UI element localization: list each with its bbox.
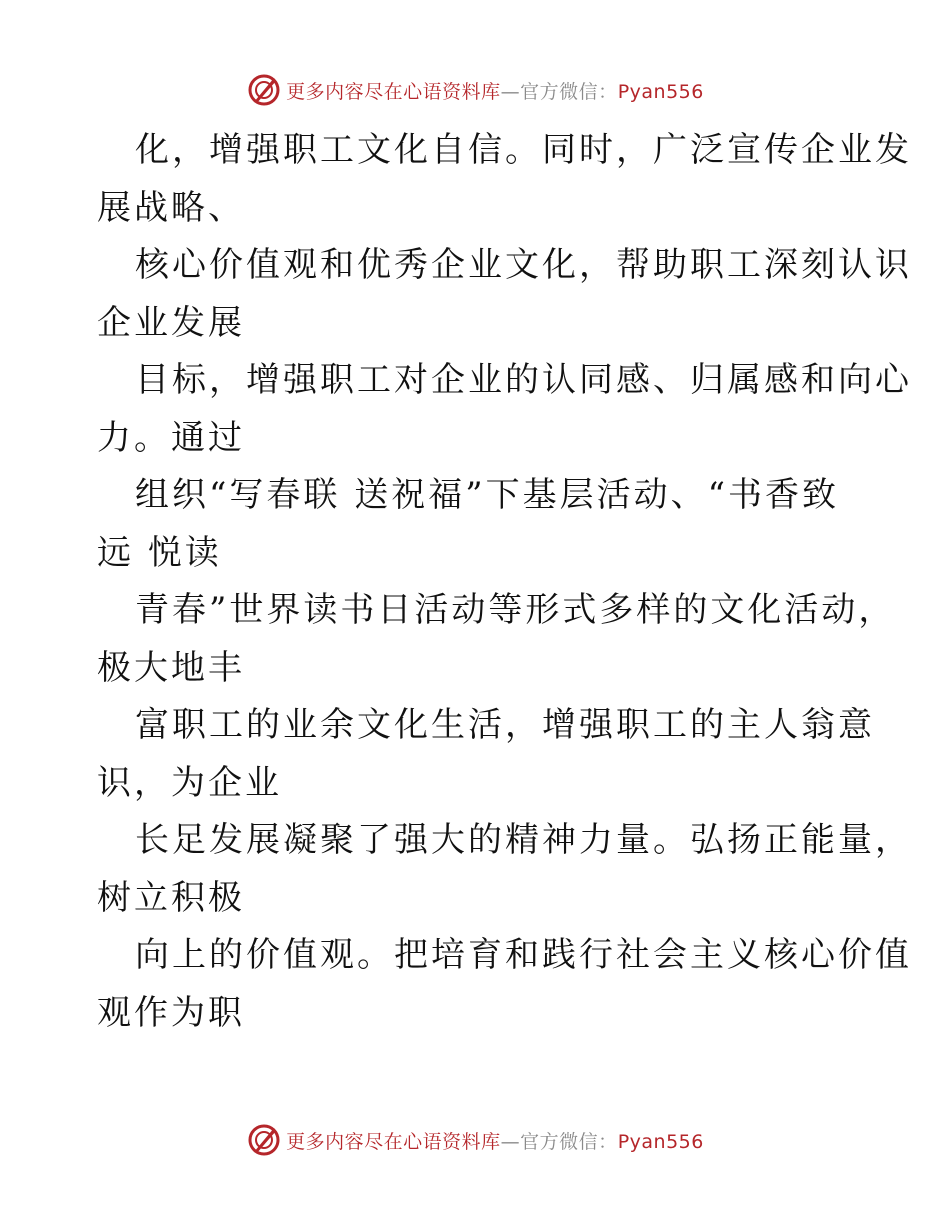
body-line: 力。通过 — [97, 417, 245, 458]
footer-separator: — — [500, 1130, 521, 1153]
body-line: 化，增强职工文化自信。同时，广泛宣传企业发 — [135, 130, 912, 170]
body-line: 展战略、 — [97, 187, 245, 228]
header-watermark-text — [286, 77, 704, 104]
document-body — [97, 122, 912, 1042]
body-line: 组织“写春联 送祝福”下基层活动、“书香致 — [135, 475, 839, 515]
body-line: 向上的价值观。把培育和践行社会主义核心价值 — [135, 935, 912, 975]
header-watermark-banner — [0, 70, 950, 110]
footer-brand-text: 更多内容尽在心语资料库 — [286, 1130, 501, 1153]
body-line: 企业发展 — [97, 302, 245, 343]
body-line: 观作为职 — [97, 992, 245, 1033]
body-line: 长足发展凝聚了强大的精神力量。弘扬正能量， — [135, 820, 912, 860]
header-wechat-label: 官方微信： — [520, 80, 618, 103]
quill-logo-icon — [246, 72, 282, 108]
body-line: 富职工的业余文化生活，增强职工的主人翁意 — [135, 705, 875, 745]
footer-wechat-label: 官方微信： — [520, 1130, 618, 1153]
footer-watermark-text — [286, 1127, 704, 1154]
body-line: 树立积极 — [97, 877, 245, 918]
footer-watermark-banner — [0, 1120, 950, 1160]
quill-logo-icon — [246, 1122, 282, 1158]
footer-wechat-id: Pyan556 — [617, 1130, 704, 1153]
header-brand-text: 更多内容尽在心语资料库 — [286, 80, 501, 103]
body-line: 远 悦读 — [97, 532, 222, 573]
header-wechat-id: Pyan556 — [617, 80, 704, 103]
body-line: 青春”世界读书日活动等形式多样的文化活动， — [135, 590, 896, 630]
body-line: 目标，增强职工对企业的认同感、归属感和向心 — [135, 360, 912, 400]
body-line: 识，为企业 — [97, 762, 282, 803]
body-line: 极大地丰 — [97, 647, 245, 688]
body-line: 核心价值观和优秀企业文化，帮助职工深刻认识 — [135, 245, 912, 285]
header-separator: — — [500, 80, 521, 103]
